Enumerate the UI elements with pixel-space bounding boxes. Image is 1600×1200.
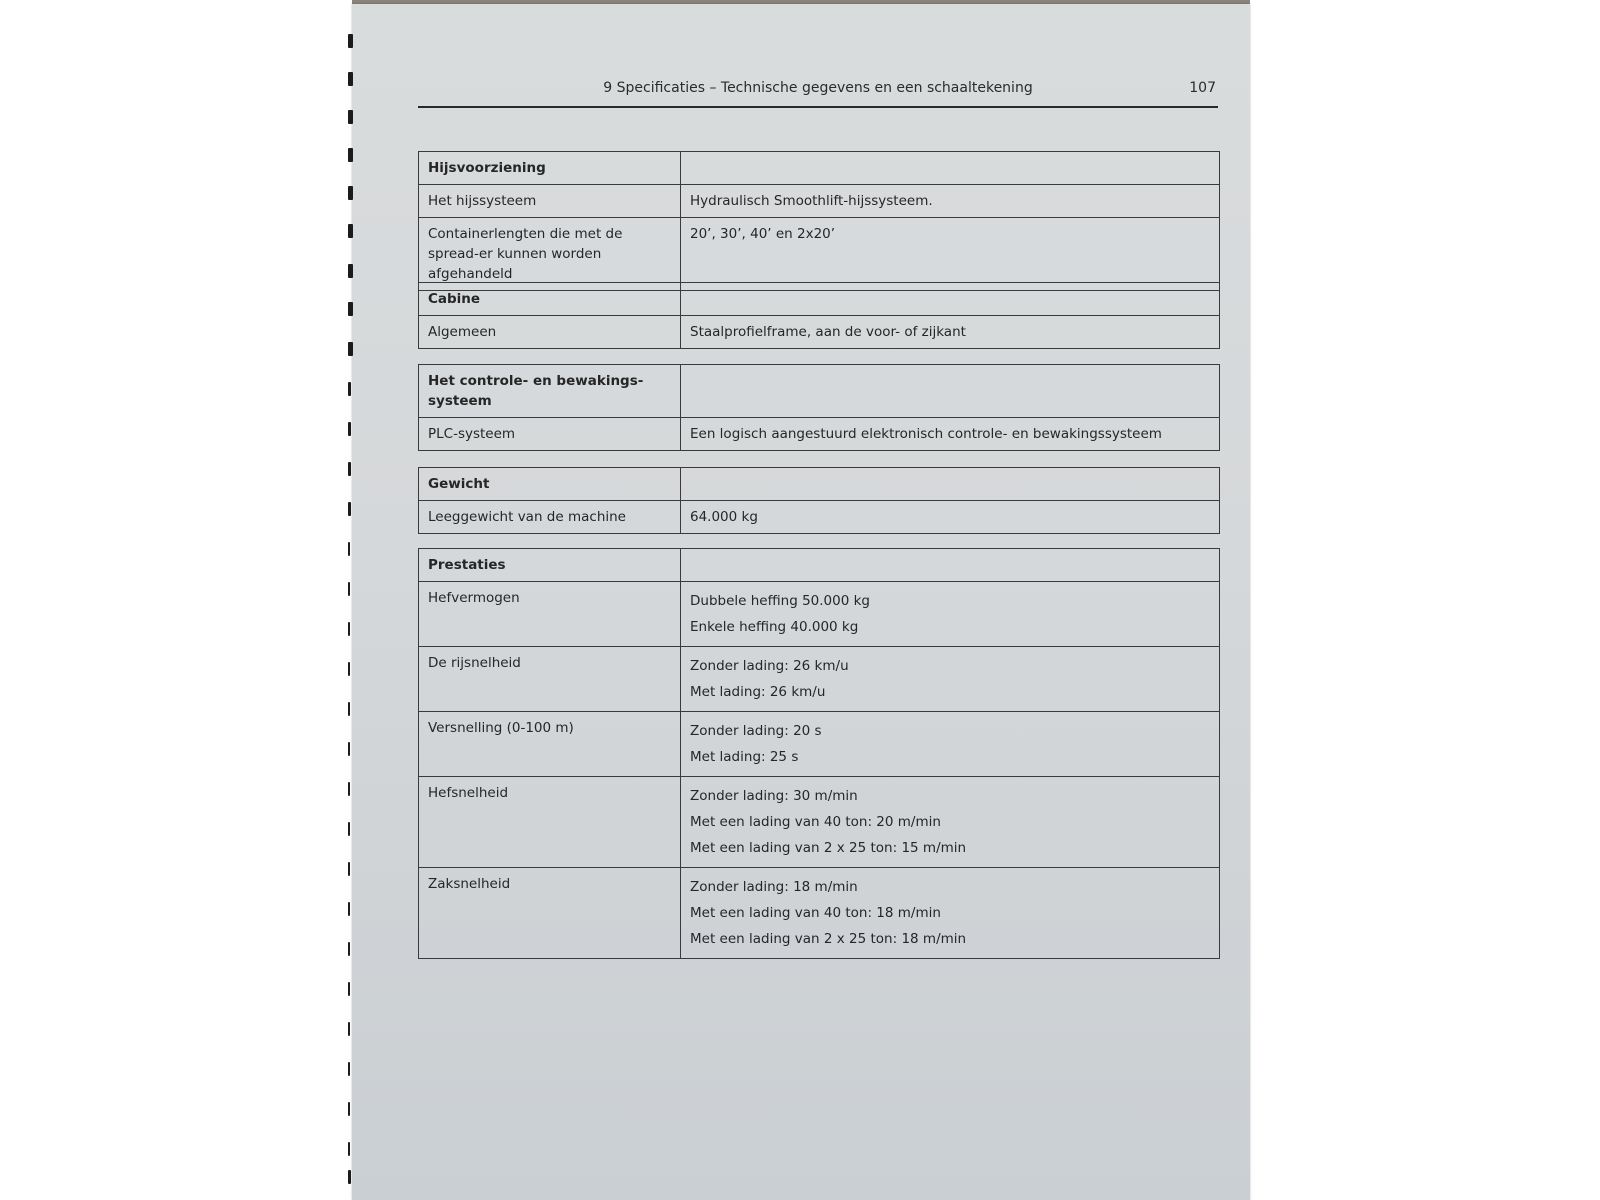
- table-row: [419, 501, 1220, 534]
- row-label: Het hijssysteem: [419, 185, 681, 218]
- table-header-row: [419, 283, 1220, 316]
- row-value: [681, 647, 1220, 712]
- section-title: Prestaties: [419, 549, 681, 582]
- binding-hole: [348, 110, 353, 124]
- value-line: Zonder lading: 30 m/min: [690, 788, 858, 804]
- table-header-row: [419, 152, 1220, 185]
- table-row: [419, 777, 1220, 868]
- binding-hole: [348, 582, 350, 596]
- table-row: [419, 418, 1220, 451]
- value-line: Enkele heffing 40.000 kg: [690, 619, 859, 635]
- table-row: [419, 582, 1220, 647]
- binding-hole: [348, 622, 350, 636]
- section-title: Cabine: [419, 283, 681, 316]
- binding-hole: [348, 742, 350, 756]
- binding-hole: [348, 1142, 350, 1156]
- binding-hole: [348, 1102, 350, 1116]
- page-header: [418, 76, 1218, 108]
- value-line: Met een lading van 40 ton: 20 m/min: [690, 814, 941, 830]
- binding-hole: [348, 224, 353, 238]
- value-line: Met lading: 26 km/u: [690, 684, 826, 700]
- value-line: Zonder lading: 18 m/min: [690, 879, 858, 895]
- table-row: [419, 218, 1220, 291]
- empty-cell: [681, 152, 1220, 185]
- spec-table-control: [418, 364, 1220, 451]
- empty-cell: [681, 365, 1220, 418]
- binding-hole: [348, 862, 350, 876]
- binding-hole: [348, 186, 353, 200]
- binding-hole: [348, 542, 350, 556]
- table-header-row: [419, 468, 1220, 501]
- binding-hole: [348, 902, 350, 916]
- binding-hole: [348, 1170, 351, 1184]
- table-header-row: [419, 365, 1220, 418]
- section-title: Het controle- en bewakings-systeem: [419, 365, 681, 418]
- binding-hole: [348, 982, 350, 996]
- row-value: Een logisch aangestuurd elektronisch controle- en bewakingssysteem: [681, 418, 1220, 451]
- header-title: 9 Specificaties – Technische gegevens en een schaaltekening: [603, 80, 1033, 96]
- row-value: Staalprofielframe, aan de voor- of zijkant: [681, 316, 1220, 349]
- binding-hole: [348, 662, 350, 676]
- binding-hole: [348, 502, 351, 516]
- row-label: Hefvermogen: [419, 582, 681, 647]
- empty-cell: [681, 549, 1220, 582]
- row-value: [681, 582, 1220, 647]
- binding-hole: [348, 148, 353, 162]
- value-line: Met een lading van 2 x 25 ton: 15 m/min: [690, 840, 967, 856]
- binding-hole: [348, 342, 353, 356]
- value-line: Zonder lading: 20 s: [690, 723, 822, 739]
- spec-table-cabin: [418, 282, 1220, 349]
- binding-hole: [348, 382, 351, 396]
- empty-cell: [681, 283, 1220, 316]
- row-value: 64.000 kg: [681, 501, 1220, 534]
- row-label: Leeggewicht van de machine: [419, 501, 681, 534]
- binding-hole: [348, 702, 350, 716]
- spec-table-performance: [418, 548, 1220, 959]
- row-value: 20’, 30’, 40’ en 2x20’: [681, 218, 1220, 291]
- table-row: [419, 316, 1220, 349]
- table-row: [419, 712, 1220, 777]
- row-value: [681, 712, 1220, 777]
- row-value: [681, 777, 1220, 868]
- row-label: Versnelling (0-100 m): [419, 712, 681, 777]
- ring-binding: [348, 30, 358, 1190]
- row-label: Zaksnelheid: [419, 868, 681, 959]
- section-title: Gewicht: [419, 468, 681, 501]
- binding-hole: [348, 302, 353, 316]
- spec-table-weight: [418, 467, 1220, 534]
- page-number: 107: [1189, 80, 1216, 96]
- value-line: Met een lading van 40 ton: 18 m/min: [690, 905, 941, 921]
- section-title: Hijsvoorziening: [419, 152, 681, 185]
- binding-hole: [348, 462, 351, 476]
- value-line: Met lading: 25 s: [690, 749, 799, 765]
- row-label: Algemeen: [419, 316, 681, 349]
- row-label: Hefsnelheid: [419, 777, 681, 868]
- binding-hole: [348, 942, 350, 956]
- binding-hole: [348, 1062, 350, 1076]
- table-row: [419, 647, 1220, 712]
- binding-hole: [348, 72, 353, 86]
- binding-hole: [348, 34, 353, 48]
- row-value: Hydraulisch Smoothlift-hijssysteem.: [681, 185, 1220, 218]
- binding-hole: [348, 782, 350, 796]
- value-line: Zonder lading: 26 km/u: [690, 658, 849, 674]
- row-label: PLC-systeem: [419, 418, 681, 451]
- empty-cell: [681, 468, 1220, 501]
- table-row: [419, 185, 1220, 218]
- spec-table-lifting: [418, 151, 1220, 291]
- binding-hole: [348, 264, 353, 278]
- value-line: Dubbele heffing 50.000 kg: [690, 593, 870, 609]
- value-line: Met een lading van 2 x 25 ton: 18 m/min: [690, 931, 967, 947]
- table-row: [419, 868, 1220, 959]
- row-label: Containerlengten die met de spread-er kunnen worden afgehandeld: [419, 218, 681, 291]
- table-header-row: [419, 549, 1220, 582]
- binding-hole: [348, 422, 351, 436]
- binding-hole: [348, 822, 350, 836]
- binding-hole: [348, 1022, 350, 1036]
- row-label: De rijsnelheid: [419, 647, 681, 712]
- row-value: [681, 868, 1220, 959]
